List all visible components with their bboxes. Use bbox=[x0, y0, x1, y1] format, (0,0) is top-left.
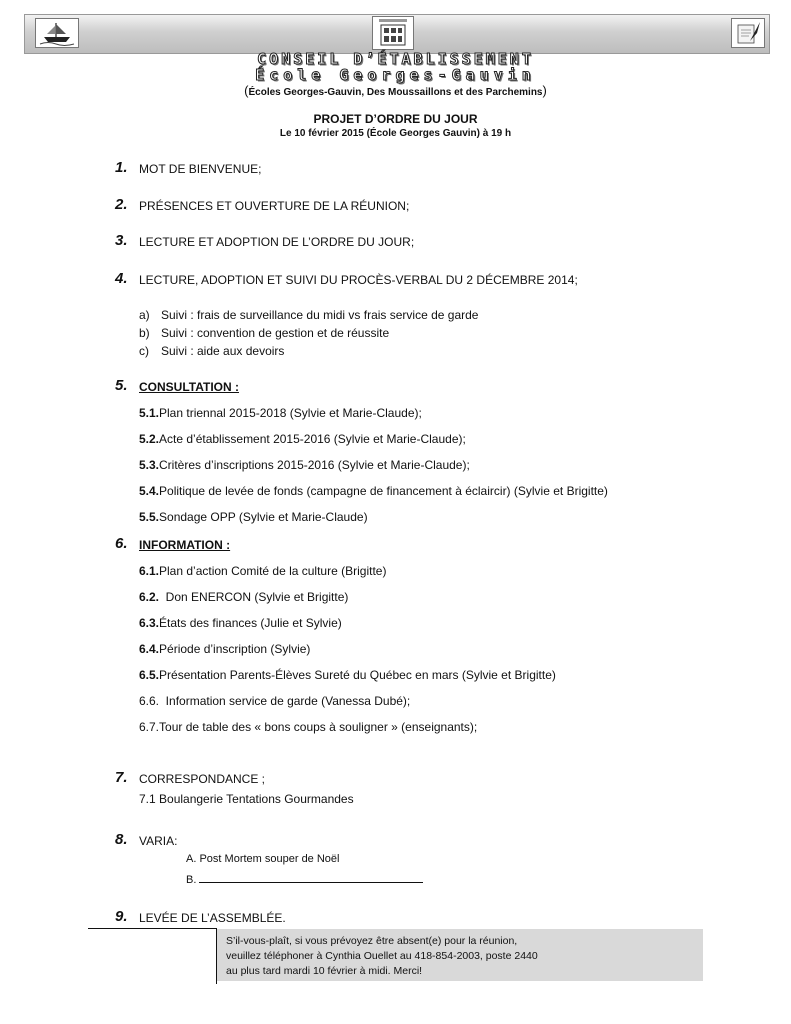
item-number: 1. bbox=[115, 159, 128, 176]
subitem-number: 6.7. bbox=[139, 720, 160, 734]
information-item bbox=[139, 590, 348, 604]
followup-item bbox=[139, 326, 389, 340]
followup-text: Suivi : frais de surveillance du midi vs frais service de garde bbox=[161, 308, 479, 322]
subitem-text: Période d’inscription (Sylvie) bbox=[159, 642, 311, 656]
subitem-number: 6.2. bbox=[139, 590, 160, 604]
varia-label: A. bbox=[186, 853, 197, 865]
subitem-number: 5.5. bbox=[139, 510, 160, 524]
information-item bbox=[139, 616, 342, 630]
parchment-logo-right bbox=[731, 18, 765, 48]
consultation-item bbox=[139, 510, 368, 524]
school-building-logo-icon bbox=[373, 17, 413, 49]
footer-rule bbox=[88, 928, 216, 929]
school-title: École Georges-Gauvin bbox=[255, 66, 536, 84]
varia-text: Post Mortem souper de Noël bbox=[199, 853, 340, 865]
subitem-text: États des finances (Julie et Sylvie) bbox=[159, 616, 342, 630]
item-text: CORRESPONDANCE ; bbox=[139, 772, 266, 786]
paren-close: ) bbox=[542, 83, 547, 98]
subitem-number: 6.5. bbox=[139, 668, 160, 682]
information-heading: INFORMATION : bbox=[139, 538, 231, 552]
paren-open: ( bbox=[244, 83, 249, 98]
subitem-number: 5.3. bbox=[139, 458, 160, 472]
followup-text: Suivi : aide aux devoirs bbox=[161, 344, 285, 358]
item-text: LECTURE, ADOPTION ET SUIVI DU PROCÈS-VERBAL DU 2 DÉCEMBRE 2014; bbox=[139, 273, 578, 287]
item-number: 5. bbox=[115, 377, 128, 394]
subitem-text: Information service de garde (Vanessa Dubé); bbox=[159, 694, 411, 708]
absence-notice bbox=[217, 929, 703, 981]
followup-label: a) bbox=[139, 308, 150, 322]
item-text: LECTURE ET ADOPTION DE L’ORDRE DU JOUR; bbox=[139, 235, 415, 249]
subitem-text: Plan d’action Comité de la culture (Brigitte) bbox=[159, 564, 387, 578]
followup-label: b) bbox=[139, 326, 150, 340]
correspondance-item: 7.1 Boulangerie Tentations Gourmandes bbox=[139, 792, 354, 806]
ship-logo-icon bbox=[36, 19, 78, 47]
varia-item bbox=[186, 853, 339, 865]
item-text: VARIA: bbox=[139, 834, 178, 848]
consultation-item bbox=[139, 432, 466, 446]
schools-subtitle-text: Écoles Georges-Gauvin, Des Moussaillons et des Parchemins bbox=[248, 87, 543, 98]
varia-blank-line bbox=[199, 872, 423, 883]
subitem-text: Tour de table des « bons coups à souligner » (enseignants); bbox=[159, 720, 478, 734]
notice-line: S’il-vous-plaît, si vous prévoyez être absent(e) pour la réunion, bbox=[226, 935, 518, 947]
information-item bbox=[139, 694, 410, 708]
subitem-number: 6.4. bbox=[139, 642, 160, 656]
followup-item bbox=[139, 344, 284, 358]
subitem-number: 6.3. bbox=[139, 616, 160, 630]
item-text: PRÉSENCES ET OUVERTURE DE LA RÉUNION; bbox=[139, 199, 410, 213]
school-logo-left bbox=[35, 18, 79, 48]
subitem-text: Critères d’inscriptions 2015-2016 (Sylvie et Marie-Claude); bbox=[159, 458, 470, 472]
consultation-item bbox=[139, 484, 608, 498]
document-title: PROJET D’ORDRE DU JOUR bbox=[313, 112, 478, 126]
item-number: 8. bbox=[115, 831, 128, 848]
consultation-heading: CONSULTATION : bbox=[139, 380, 239, 394]
item-number: 4. bbox=[115, 270, 128, 287]
information-item bbox=[139, 668, 556, 682]
subitem-text: Présentation Parents-Élèves Sureté du Québec en mars (Sylvie et Brigitte) bbox=[159, 668, 556, 682]
item-text: LEVÉE DE L’ASSEMBLÉE. bbox=[139, 911, 286, 925]
subitem-number: 5.2. bbox=[139, 432, 160, 446]
subitem-text: Politique de levée de fonds (campagne de financement à éclaircir) (Sylvie et Brigitte) bbox=[159, 484, 608, 498]
quill-parchment-icon bbox=[732, 19, 764, 47]
item-number: 9. bbox=[115, 908, 128, 925]
subitem-text: Sondage OPP (Sylvie et Marie-Claude) bbox=[159, 510, 368, 524]
item-text: MOT DE BIENVENUE; bbox=[139, 162, 262, 176]
subitem-text: Acte d’établissement 2015-2016 (Sylvie et Marie-Claude); bbox=[159, 432, 466, 446]
subitem-number: 6.1. bbox=[139, 564, 160, 578]
council-title: CONSEIL D’ÉTABLISSEMENT bbox=[257, 50, 534, 68]
item-number: 2. bbox=[115, 196, 128, 213]
subitem-number: 6.6. bbox=[139, 694, 160, 708]
council-logo-center bbox=[372, 16, 414, 50]
information-item bbox=[139, 642, 310, 656]
varia-label: B. bbox=[186, 874, 197, 886]
consultation-item bbox=[139, 458, 470, 472]
notice-line: veuillez téléphoner à Cynthia Ouellet au 418-854-2003, poste 2440 bbox=[226, 950, 538, 962]
subitem-number: 5.1. bbox=[139, 406, 160, 420]
followup-text: Suivi : convention de gestion et de réussite bbox=[161, 326, 390, 340]
information-item bbox=[139, 720, 477, 734]
item-number: 3. bbox=[115, 232, 128, 249]
notice-line: au plus tard mardi 10 février à midi. Merci! bbox=[226, 965, 423, 977]
followup-item bbox=[139, 308, 478, 322]
item-number: 7. bbox=[115, 769, 128, 786]
consultation-item bbox=[139, 406, 422, 420]
item-number: 6. bbox=[115, 535, 128, 552]
schools-subtitle bbox=[0, 83, 791, 98]
varia-item bbox=[186, 872, 423, 886]
subitem-number: 5.4. bbox=[139, 484, 160, 498]
subitem-text: Plan triennal 2015-2018 (Sylvie et Marie-Claude); bbox=[159, 406, 422, 420]
meeting-date: Le 10 février 2015 (École Georges Gauvin) à 19 h bbox=[279, 128, 512, 139]
subitem-text: Don ENERCON (Sylvie et Brigitte) bbox=[159, 590, 349, 604]
followup-label: c) bbox=[139, 344, 149, 358]
information-item bbox=[139, 564, 386, 578]
